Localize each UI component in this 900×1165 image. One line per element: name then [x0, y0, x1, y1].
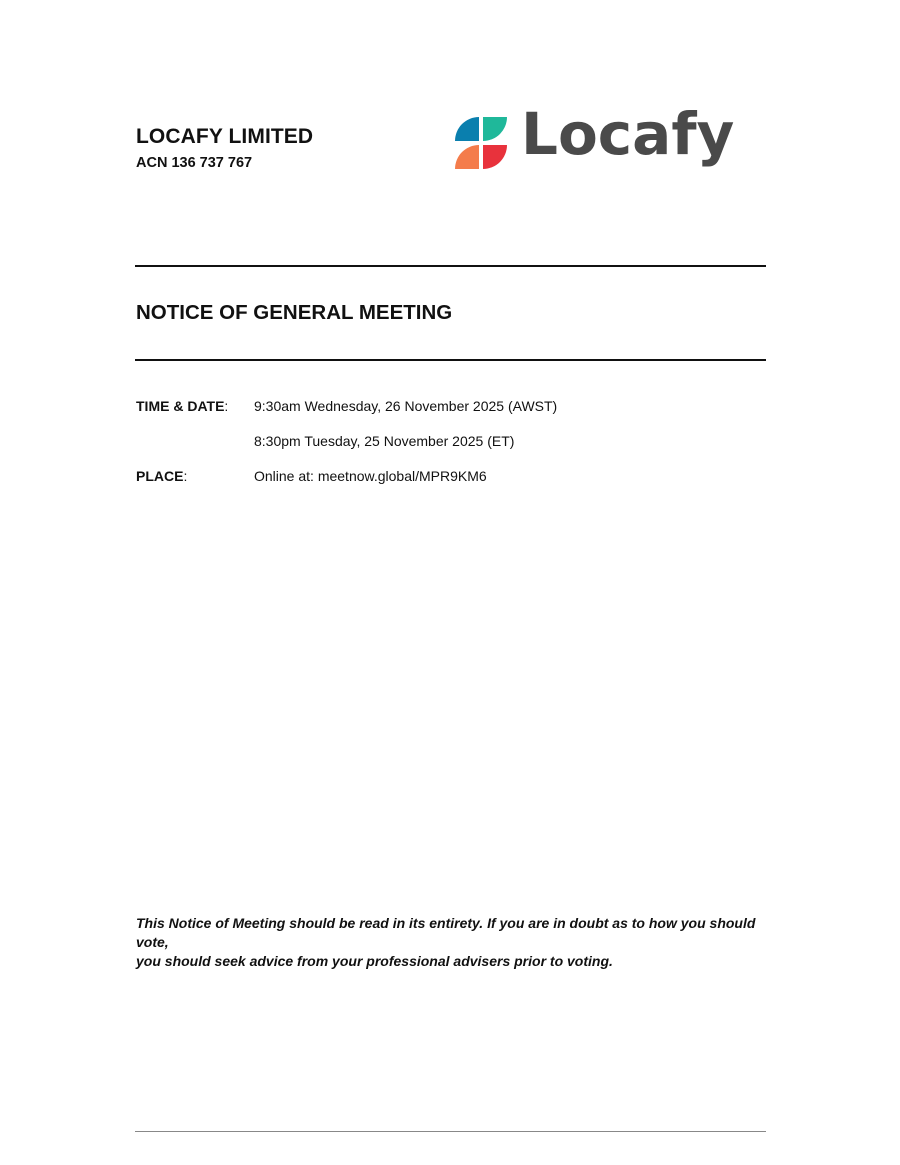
locafy-logo-wordmark: Locafy [521, 100, 735, 168]
locafy-logo-mark-icon [455, 117, 507, 169]
place-value: Online at: meetnow.global/MPR9KM6 [254, 468, 487, 484]
locafy-logo [455, 100, 735, 183]
logo-quadrant-top-right [483, 117, 507, 141]
place-label-row [136, 468, 187, 484]
time-et-value: 8:30pm Tuesday, 25 November 2025 (ET) [254, 433, 515, 449]
time-date-colon: : [224, 398, 229, 414]
logo-quadrant-bottom-right [483, 145, 507, 169]
company-acn: ACN 136 737 767 [136, 155, 253, 171]
disclaimer [136, 914, 776, 971]
footer-divider [135, 1131, 766, 1132]
logo-quadrant-bottom-left [455, 145, 479, 169]
document-title: NOTICE OF GENERAL MEETING [136, 301, 453, 324]
top-divider [135, 265, 766, 267]
disclaimer-line-2: you should seek advice from your professional advisers prior to voting. [136, 953, 613, 969]
disclaimer-line-1: This Notice of Meeting should be read in its entirety. If you are in doubt as to how you should vote, [136, 915, 756, 950]
logo-quadrant-top-left [455, 117, 479, 141]
time-awst-value: 9:30am Wednesday, 26 November 2025 (AWST) [254, 398, 558, 414]
time-date-label-row [136, 398, 228, 414]
place-label: PLACE [136, 468, 184, 484]
company-name: LOCAFY LIMITED [136, 125, 314, 148]
title-divider [135, 359, 766, 361]
place-colon: : [183, 468, 188, 484]
time-date-label: TIME & DATE [136, 398, 225, 414]
